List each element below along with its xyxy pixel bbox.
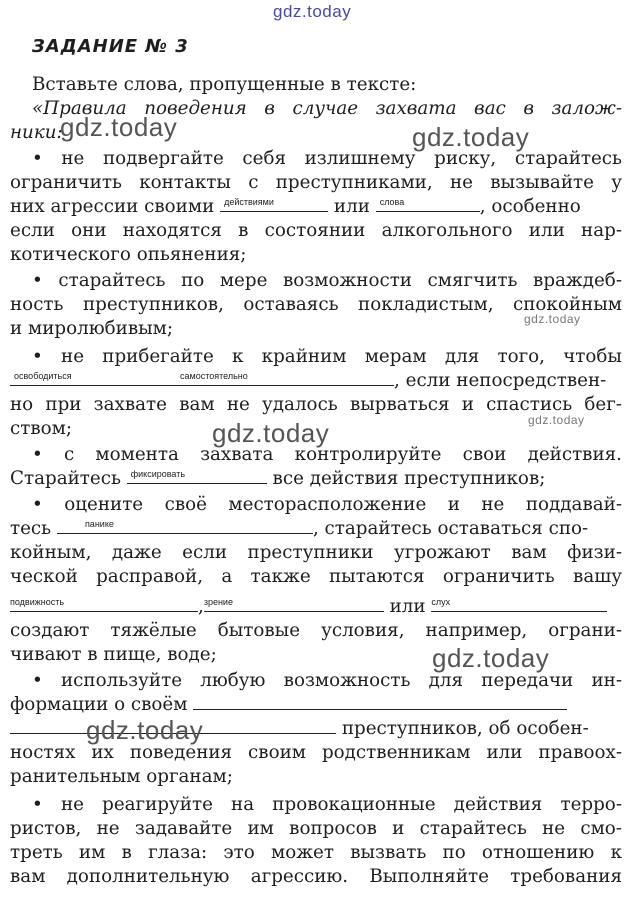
answer-text: подвижность xyxy=(10,597,65,607)
text-line: ристов, не задавайте им вопросов и старайтесь не смо- xyxy=(10,818,622,839)
answer-blank[interactable] xyxy=(10,371,394,386)
text-line: ограничить контакты с преступниками, не вызывайте у xyxy=(10,172,622,193)
text-line: койным, даже если преступники угрожают вам физи- xyxy=(10,542,622,563)
answer-text: зрение xyxy=(203,597,233,607)
text-line: • старайтесь по мере возможности смягчить враждеб- xyxy=(32,270,622,291)
text-line: ческой расправой, а также пытаются ограничить вашу xyxy=(10,566,622,587)
text-line: • оцените своё месторасположение и не поддавай- xyxy=(32,494,622,515)
quote-line: ники: xyxy=(10,122,63,143)
text-line: и миролюбивым; xyxy=(10,318,174,339)
text-line: ранительным органам; xyxy=(10,766,233,787)
answer-text: слова xyxy=(379,197,405,207)
answer-blank[interactable] xyxy=(127,469,267,484)
text-line: треть им в глаза: это может вызвать по отношению к xyxy=(10,842,622,863)
text-line: • используйте любую возможность для передачи ин- xyxy=(32,670,622,691)
text-line: Старайтесь фиксировать все действия преступников; xyxy=(10,468,622,490)
answer-blank[interactable] xyxy=(204,597,384,612)
text-line: ством; xyxy=(10,418,73,439)
watermark: gdz.today xyxy=(273,2,352,21)
text-line: • не подвергайте себя излишнему риску, старайтесь xyxy=(32,148,622,169)
answer-blank[interactable] xyxy=(193,695,567,710)
answer-text: освободиться xyxy=(14,371,72,381)
text-line: вам дополнительную агрессию. Выполняйте требования xyxy=(10,866,622,887)
text-line: • не реагируйте на провокационные действия терро- xyxy=(32,794,622,815)
quote-line: «Правила поведения в случае захвата вас в залож- xyxy=(32,98,622,119)
text-line: чивают в пище, воде; xyxy=(10,644,217,665)
answer-text: действиями xyxy=(224,197,274,207)
text-line: • с момента захвата контролируйте свои действия. xyxy=(32,444,622,465)
text-line: • не прибегайте к крайним мерам для того, чтобы xyxy=(32,346,622,367)
watermark: gdz.today xyxy=(60,112,178,142)
watermark: gdz.today xyxy=(212,418,330,448)
text-line: ностях их поведения своим родственникам или правоох- xyxy=(10,742,622,763)
watermark: gdz.today xyxy=(432,643,550,673)
answer-text: слух xyxy=(431,597,451,607)
answer-text: самостоятельно xyxy=(180,371,248,381)
answer-text: фиксировать xyxy=(130,469,186,479)
text-line: преступников, об особен- xyxy=(10,718,622,740)
text-line: тесь панике , старайтесь оставаться спо- xyxy=(10,518,622,540)
text-line: котического опьянения; xyxy=(10,244,247,265)
answer-blank[interactable] xyxy=(220,197,328,212)
task-heading: ЗАДАНИЕ № 3 xyxy=(32,36,189,57)
watermark: gdz.today xyxy=(86,715,204,745)
task-instruction: Вставьте слова, пропущенные в тексте: xyxy=(32,74,417,95)
answer-blank[interactable] xyxy=(376,197,480,212)
watermark: gdz.today xyxy=(524,312,581,326)
text-line: ность преступников, оставаясь покладистым, спокойным xyxy=(10,294,622,315)
text-line: формации о своём xyxy=(10,694,622,716)
watermark: gdz.today xyxy=(412,122,530,152)
answer-text: панике xyxy=(84,519,114,529)
text-line: освободиться самостоятельно , если непосредствен- xyxy=(10,370,622,392)
text-line: создают тяжёлые бытовые условия, например, ограни- xyxy=(10,620,622,641)
answer-blank[interactable] xyxy=(431,597,607,612)
watermark: gdz.today xyxy=(528,413,585,427)
answer-blank[interactable] xyxy=(57,519,313,534)
text-line: подвижность , зрение или слух xyxy=(10,596,622,618)
answer-blank[interactable] xyxy=(10,597,198,612)
text-line: них агрессии своими действиями или слова , особенно xyxy=(10,196,622,218)
text-line: если они находятся в состоянии алкогольного или нар- xyxy=(10,220,622,241)
text-line: но при захвате вам не удалось вырваться и спастись бег- xyxy=(10,394,622,415)
